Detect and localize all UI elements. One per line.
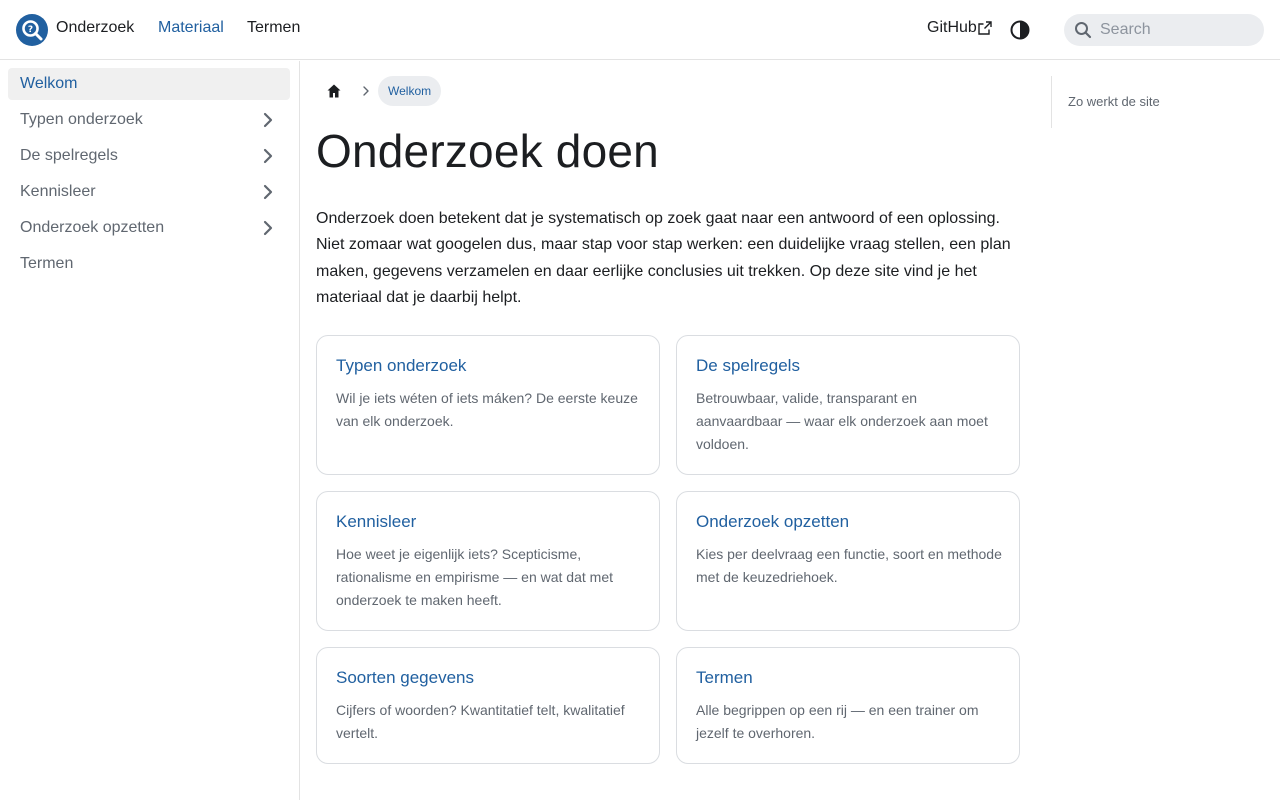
magnifier-logo-icon[interactable] [16, 14, 48, 46]
chevron-right-icon[interactable] [258, 218, 278, 238]
search-box[interactable] [1064, 14, 1264, 46]
sidebar-item-label: Typen onderzoek [20, 111, 143, 128]
card-description: Kies per deelvraag een functie, soort en methode met de keuzedriehoek. [696, 546, 1002, 585]
sidebar-item-de-spelregels[interactable] [8, 140, 290, 172]
sidebar-item-termen[interactable] [8, 248, 290, 280]
table-of-contents [1051, 76, 1251, 128]
sidebar-item-label: Kennisleer [20, 183, 96, 200]
sidebar-item-kennisleer[interactable] [8, 176, 290, 208]
card-title[interactable]: De spelregels [696, 356, 800, 375]
card-de-spelregels[interactable] [676, 335, 1020, 475]
sidebar-item-onderzoek-opzetten[interactable] [8, 212, 290, 244]
chevron-right-icon[interactable] [258, 182, 278, 202]
nav-link-github[interactable]: GitHub [927, 19, 977, 36]
card-description: Wil je iets wéten of iets máken? De eerste keuze van elk onderzoek. [336, 390, 638, 429]
theme-toggle-icon[interactable] [1008, 18, 1032, 42]
sidebar [0, 61, 300, 800]
card-title[interactable]: Onderzoek opzetten [696, 512, 850, 531]
card-typen-onderzoek[interactable] [316, 335, 660, 475]
search-icon [1074, 21, 1092, 39]
search-input[interactable] [1100, 14, 1256, 46]
intro-text: Onderzoek doen betekent dat je systematisch op zoek gaat naar een antwoord of een oplossing. Niet zomaar wat googelen dus, maar stap voor stap werken: een duidelijke vraag stellen, een plan maken, gegevens verzamelen en daar eerlijke conclusies uit trekken. Op deze site vind je het materiaal dat je daarbij helpt. [316, 210, 1011, 307]
external-link-icon [978, 21, 992, 35]
card-title[interactable]: Typen onderzoek [336, 356, 467, 375]
sidebar-item-label: Welkom [20, 75, 78, 92]
card-title[interactable]: Termen [696, 668, 753, 687]
sidebar-item-label: Termen [20, 255, 74, 272]
chevron-right-icon [360, 84, 372, 98]
sidebar-item-label: Onderzoek opzetten [20, 219, 165, 236]
card-title[interactable]: Kennisleer [336, 512, 417, 531]
chevron-right-icon[interactable] [258, 110, 278, 130]
card-termen[interactable] [676, 647, 1020, 764]
card-description: Cijfers of woorden? Kwantitatief telt, kwalitatief vertelt. [336, 702, 625, 741]
card-description: Hoe weet je eigenlijk iets? Scepticisme, rationalisme en empirisme — en wat dat met onderzoek te maken heeft. [336, 546, 613, 608]
nav-link-termen[interactable]: Termen [247, 19, 301, 36]
brand-title[interactable]: Onderzoek [56, 19, 135, 36]
svg-text:?: ? [27, 25, 34, 35]
card-description: Betrouwbaar, valide, transparant en aanvaardbaar — waar elk onderzoek aan moet voldoen. [696, 390, 988, 452]
nav-link-materiaal[interactable]: Materiaal [158, 19, 224, 36]
home-icon[interactable] [326, 83, 342, 99]
breadcrumb-current: Welkom [378, 76, 441, 106]
card-title[interactable]: Soorten gegevens [336, 668, 474, 687]
card-onderzoek-opzetten[interactable] [676, 491, 1020, 631]
chevron-right-icon[interactable] [258, 146, 278, 166]
page-title: Onderzoek doen [316, 125, 659, 177]
card-soorten-gegevens[interactable] [316, 647, 660, 764]
sidebar-item-welkom[interactable] [8, 68, 290, 100]
toc-link-zo-werkt-de-site[interactable]: Zo werkt de site [1068, 94, 1160, 109]
card-description: Alle begrippen op een rij — en een trainer om jezelf te overhoren. [696, 702, 979, 741]
navbar [0, 0, 1280, 60]
sidebar-item-typen-onderzoek[interactable] [8, 104, 290, 136]
sidebar-item-label: De spelregels [20, 147, 118, 164]
card-kennisleer[interactable] [316, 491, 660, 631]
